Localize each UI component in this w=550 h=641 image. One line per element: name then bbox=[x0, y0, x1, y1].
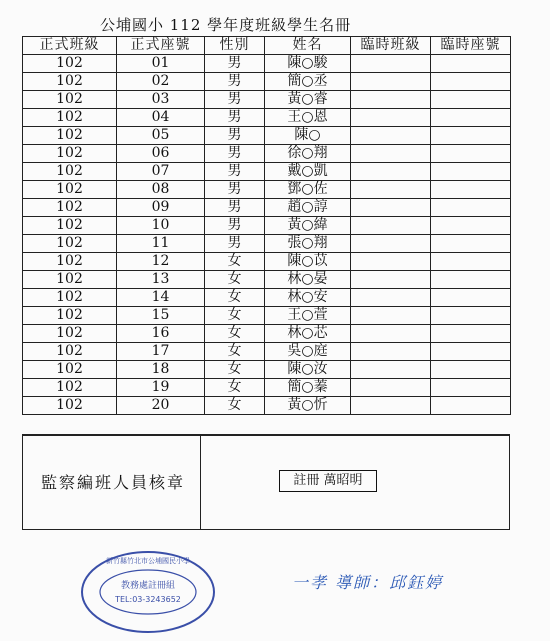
cell-name: 吳○庭 bbox=[265, 343, 351, 361]
cell-seat: 06 bbox=[117, 145, 205, 163]
table-row bbox=[23, 55, 511, 73]
cell-class: 102 bbox=[23, 145, 117, 163]
cell-name: 王○恩 bbox=[265, 109, 351, 127]
cell-temp-class bbox=[351, 73, 431, 91]
cell-name: 陳○汝 bbox=[265, 361, 351, 379]
cell-seat: 08 bbox=[117, 181, 205, 199]
cell-seat: 13 bbox=[117, 271, 205, 289]
table-row bbox=[23, 199, 511, 217]
cell-gender: 女 bbox=[205, 397, 265, 415]
cell-temp-seat bbox=[431, 145, 511, 163]
cell-seat: 11 bbox=[117, 235, 205, 253]
cell-name: 趙○諄 bbox=[265, 199, 351, 217]
cell-temp-seat bbox=[431, 91, 511, 109]
table-row bbox=[23, 163, 511, 181]
cell-gender: 女 bbox=[205, 253, 265, 271]
cell-temp-seat bbox=[431, 343, 511, 361]
cell-temp-seat bbox=[431, 217, 511, 235]
cell-class: 102 bbox=[23, 73, 117, 91]
table-row bbox=[23, 325, 511, 343]
cell-class: 102 bbox=[23, 361, 117, 379]
table-row bbox=[23, 361, 511, 379]
table-row bbox=[23, 73, 511, 91]
cell-class: 102 bbox=[23, 181, 117, 199]
cell-gender: 男 bbox=[205, 127, 265, 145]
cell-name: 簡○蓁 bbox=[265, 379, 351, 397]
cell-temp-class bbox=[351, 55, 431, 73]
cell-temp-seat bbox=[431, 397, 511, 415]
cell-class: 102 bbox=[23, 235, 117, 253]
cell-seat: 01 bbox=[117, 55, 205, 73]
cell-gender: 女 bbox=[205, 271, 265, 289]
cell-temp-class bbox=[351, 199, 431, 217]
cell-name: 陳○苡 bbox=[265, 253, 351, 271]
col-header-gender: 性別 bbox=[205, 37, 265, 55]
page-title: 公埔國小 112 學年度班級學生名冊 bbox=[100, 16, 352, 34]
table-row bbox=[23, 127, 511, 145]
cell-name: 林○晏 bbox=[265, 271, 351, 289]
cell-seat: 03 bbox=[117, 91, 205, 109]
cell-temp-seat bbox=[431, 109, 511, 127]
cell-temp-class bbox=[351, 127, 431, 145]
cell-seat: 17 bbox=[117, 343, 205, 361]
table-row bbox=[23, 91, 511, 109]
cell-temp-class bbox=[351, 235, 431, 253]
teacher-handwritten-signature: 一孝 導師：邱鈺婷 bbox=[292, 573, 444, 592]
cell-temp-class bbox=[351, 307, 431, 325]
cell-class: 102 bbox=[23, 127, 117, 145]
cell-temp-class bbox=[351, 397, 431, 415]
table-row bbox=[23, 217, 511, 235]
cell-gender: 女 bbox=[205, 361, 265, 379]
col-header-temp-class: 臨時班級 bbox=[351, 37, 431, 55]
cell-temp-class bbox=[351, 91, 431, 109]
col-header-seat: 正式座號 bbox=[117, 37, 205, 55]
school-seal bbox=[78, 548, 218, 636]
cell-seat: 14 bbox=[117, 289, 205, 307]
cell-seat: 05 bbox=[117, 127, 205, 145]
cell-temp-seat bbox=[431, 181, 511, 199]
cell-name: 黃○緯 bbox=[265, 217, 351, 235]
cell-name: 陳○駿 bbox=[265, 55, 351, 73]
cell-class: 102 bbox=[23, 325, 117, 343]
cell-gender: 男 bbox=[205, 55, 265, 73]
cell-class: 102 bbox=[23, 91, 117, 109]
cell-seat: 09 bbox=[117, 199, 205, 217]
cell-gender: 女 bbox=[205, 307, 265, 325]
cell-name: 林○芯 bbox=[265, 325, 351, 343]
cell-gender: 男 bbox=[205, 145, 265, 163]
cell-seat: 19 bbox=[117, 379, 205, 397]
table-row bbox=[23, 379, 511, 397]
table-row bbox=[23, 289, 511, 307]
signature-box bbox=[22, 434, 510, 530]
cell-seat: 07 bbox=[117, 163, 205, 181]
cell-class: 102 bbox=[23, 343, 117, 361]
cell-seat: 18 bbox=[117, 361, 205, 379]
cell-temp-class bbox=[351, 145, 431, 163]
cell-name: 黃○忻 bbox=[265, 397, 351, 415]
seal-phone-text: TEL:03-3243652 bbox=[115, 595, 181, 604]
cell-gender: 男 bbox=[205, 181, 265, 199]
cell-temp-class bbox=[351, 361, 431, 379]
table-row bbox=[23, 397, 511, 415]
cell-class: 102 bbox=[23, 253, 117, 271]
cell-class: 102 bbox=[23, 55, 117, 73]
cell-gender: 男 bbox=[205, 91, 265, 109]
signature-label: 監察編班人員核章 bbox=[41, 473, 186, 492]
cell-class: 102 bbox=[23, 307, 117, 325]
cell-class: 102 bbox=[23, 199, 117, 217]
col-header-name: 姓名 bbox=[265, 37, 351, 55]
table-header-row bbox=[23, 37, 511, 55]
signature-divider bbox=[200, 436, 201, 529]
cell-name: 戴○凱 bbox=[265, 163, 351, 181]
cell-temp-seat bbox=[431, 379, 511, 397]
cell-name: 黃○睿 bbox=[265, 91, 351, 109]
cell-gender: 男 bbox=[205, 217, 265, 235]
cell-name: 王○萱 bbox=[265, 307, 351, 325]
table-row bbox=[23, 307, 511, 325]
cell-temp-class bbox=[351, 379, 431, 397]
cell-temp-class bbox=[351, 181, 431, 199]
seal-school-text: 新竹縣竹北市公埔國民小學 bbox=[106, 557, 190, 565]
cell-class: 102 bbox=[23, 271, 117, 289]
cell-temp-seat bbox=[431, 271, 511, 289]
seal-office-text: 教務處註冊組 bbox=[120, 581, 176, 591]
cell-temp-seat bbox=[431, 235, 511, 253]
cell-temp-seat bbox=[431, 55, 511, 73]
cell-temp-seat bbox=[431, 163, 511, 181]
cell-temp-class bbox=[351, 343, 431, 361]
cell-gender: 女 bbox=[205, 289, 265, 307]
cell-gender: 男 bbox=[205, 73, 265, 91]
cell-name: 陳○ bbox=[265, 127, 351, 145]
col-header-class: 正式班級 bbox=[23, 37, 117, 55]
cell-gender: 女 bbox=[205, 343, 265, 361]
cell-temp-class bbox=[351, 109, 431, 127]
table-row bbox=[23, 343, 511, 361]
cell-seat: 16 bbox=[117, 325, 205, 343]
cell-name: 林○安 bbox=[265, 289, 351, 307]
cell-temp-seat bbox=[431, 199, 511, 217]
cell-seat: 10 bbox=[117, 217, 205, 235]
cell-gender: 男 bbox=[205, 199, 265, 217]
cell-class: 102 bbox=[23, 397, 117, 415]
cell-gender: 女 bbox=[205, 379, 265, 397]
table-row bbox=[23, 145, 511, 163]
cell-temp-class bbox=[351, 289, 431, 307]
cell-seat: 02 bbox=[117, 73, 205, 91]
cell-temp-seat bbox=[431, 307, 511, 325]
cell-gender: 男 bbox=[205, 235, 265, 253]
cell-name: 徐○翔 bbox=[265, 145, 351, 163]
table-row bbox=[23, 253, 511, 271]
cell-class: 102 bbox=[23, 289, 117, 307]
cell-seat: 04 bbox=[117, 109, 205, 127]
cell-class: 102 bbox=[23, 379, 117, 397]
cell-gender: 男 bbox=[205, 109, 265, 127]
cell-class: 102 bbox=[23, 163, 117, 181]
registrar-name-stamp: 註冊 萬昭明 bbox=[279, 470, 377, 492]
cell-temp-seat bbox=[431, 127, 511, 145]
cell-class: 102 bbox=[23, 217, 117, 235]
cell-temp-seat bbox=[431, 361, 511, 379]
cell-name: 簡○丞 bbox=[265, 73, 351, 91]
col-header-temp-seat: 臨時座號 bbox=[431, 37, 511, 55]
cell-temp-seat bbox=[431, 253, 511, 271]
student-roster-table bbox=[22, 36, 511, 415]
cell-name: 鄧○佐 bbox=[265, 181, 351, 199]
table-row bbox=[23, 271, 511, 289]
cell-seat: 20 bbox=[117, 397, 205, 415]
table-row bbox=[23, 235, 511, 253]
cell-temp-seat bbox=[431, 325, 511, 343]
cell-seat: 15 bbox=[117, 307, 205, 325]
cell-name: 張○翔 bbox=[265, 235, 351, 253]
cell-temp-seat bbox=[431, 73, 511, 91]
roster-body bbox=[23, 55, 511, 415]
cell-gender: 女 bbox=[205, 325, 265, 343]
cell-seat: 12 bbox=[117, 253, 205, 271]
cell-temp-class bbox=[351, 271, 431, 289]
cell-temp-class bbox=[351, 217, 431, 235]
cell-temp-class bbox=[351, 325, 431, 343]
cell-temp-class bbox=[351, 163, 431, 181]
cell-gender: 男 bbox=[205, 163, 265, 181]
table-row bbox=[23, 181, 511, 199]
cell-temp-seat bbox=[431, 289, 511, 307]
table-row bbox=[23, 109, 511, 127]
cell-temp-class bbox=[351, 253, 431, 271]
cell-class: 102 bbox=[23, 109, 117, 127]
